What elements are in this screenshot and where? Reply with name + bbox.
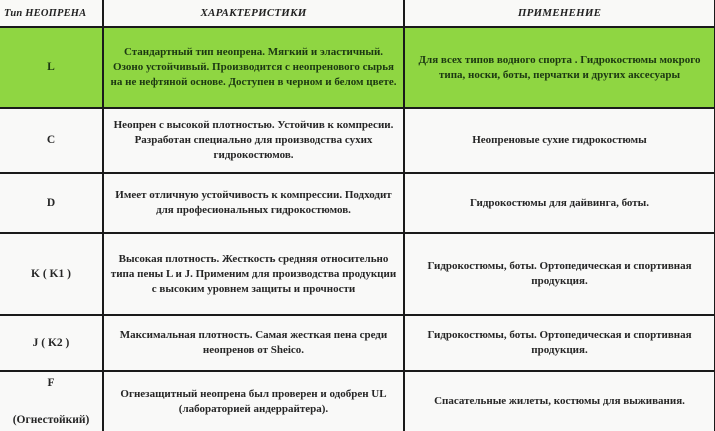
characteristics-cell: Огнезащитный неопрена был проверен и одобрен UL (лабораторией андеррайтера). xyxy=(103,371,404,431)
table-row xyxy=(0,27,715,108)
header-application: ПРИМЕНЕНИЕ xyxy=(404,0,715,27)
type-cell: L xyxy=(0,27,103,108)
characteristics-cell: Имеет отличную устойчивость к компрессии. Подходит для професиональных гидрокостюмов. xyxy=(103,173,404,233)
type-code: F xyxy=(47,376,55,389)
header-characteristics: ХАРАКТЕРИСТИКИ xyxy=(103,0,404,27)
type-cell xyxy=(0,371,103,431)
table-row xyxy=(0,173,715,233)
type-cell: J ( K2 ) xyxy=(0,315,103,371)
table-row xyxy=(0,371,715,431)
characteristics-cell: Стандартный тип неопрена. Мягкий и эластичный. Озоно устойчивый. Производится с неопренового сырья на не нефтяной основе. Доступен в черном и белом цвете. xyxy=(103,27,404,108)
table-header-row xyxy=(0,0,715,27)
application-cell: Неопреновые сухие гидрокостюмы xyxy=(404,108,715,173)
characteristics-cell: Высокая плотность. Жесткость средняя относительно типа пены L и J. Применим для производства продукции с высоким уровнем защиты и прочности xyxy=(103,233,404,315)
type-note: (Огнестойкий) xyxy=(12,413,90,426)
type-cell: D xyxy=(0,173,103,233)
table-row xyxy=(0,315,715,371)
header-type: Тип НЕОПРЕНА xyxy=(0,0,103,27)
application-cell: Спасательные жилеты, костюмы для выживания. xyxy=(404,371,715,431)
type-cell: C xyxy=(0,108,103,173)
type-cell: K ( K1 ) xyxy=(0,233,103,315)
application-cell: Для всех типов водного спорта . Гидрокостюмы мокрого типа, носки, боты, перчатки и других аксесуары xyxy=(404,27,715,108)
application-cell: Гидрокостюмы, боты. Ортопедическая и спортивная продукция. xyxy=(404,233,715,315)
characteristics-cell: Неопрен с высокой плотностью. Устойчив к компресии. Разработан специально для производства сухих гидрокостюмов. xyxy=(103,108,404,173)
table-row xyxy=(0,233,715,315)
application-cell: Гидрокостюмы, боты. Ортопедическая и спортивная продукция. xyxy=(404,315,715,371)
characteristics-cell: Максимальная плотность. Самая жесткая пена среди неопренов от Sheico. xyxy=(103,315,404,371)
table-row xyxy=(0,108,715,173)
application-cell: Гидрокостюмы для дайвинга, боты. xyxy=(404,173,715,233)
